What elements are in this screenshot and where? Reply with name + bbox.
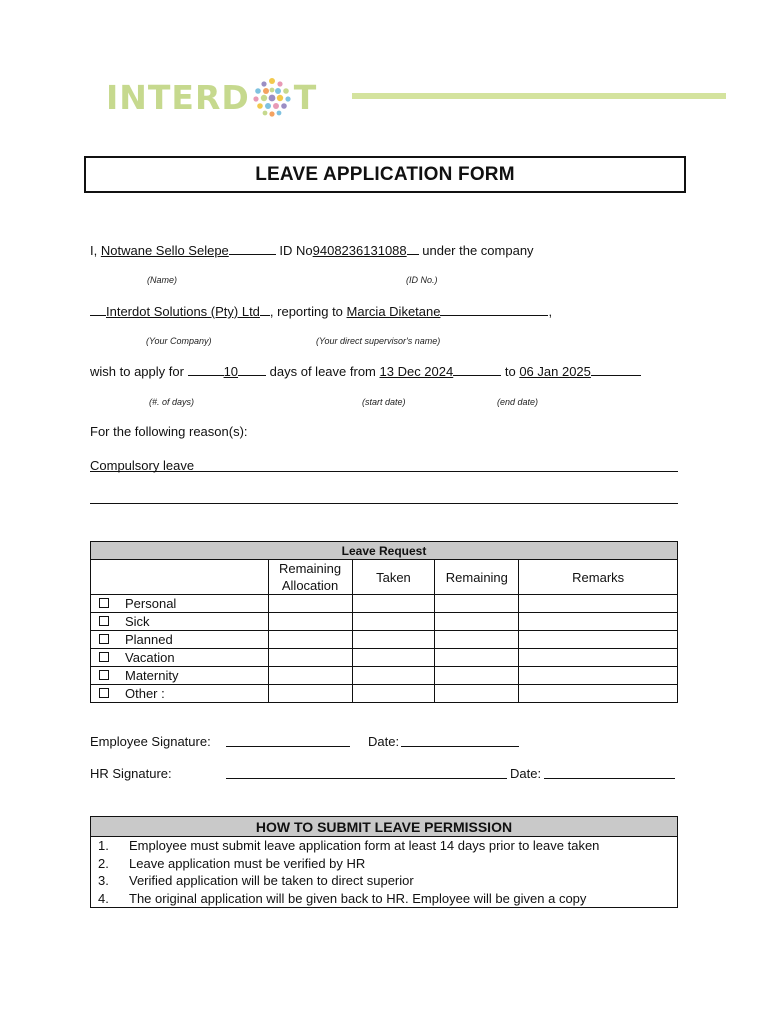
leave-type-cell (91, 595, 269, 613)
line1-prefix: I, (90, 243, 98, 258)
step-text: The original application will be given back to HR. Employee will be given a copy (129, 890, 587, 906)
reason-label: For the following reason(s): (90, 424, 248, 439)
cell-remaining-allocation[interactable] (268, 613, 352, 631)
step-number: 3. (98, 873, 109, 888)
list-item (91, 837, 677, 855)
step-number: 2. (98, 855, 109, 871)
cell-remaining[interactable] (435, 649, 519, 667)
cell-remaining[interactable] (435, 613, 519, 631)
employee-signature-label: Employee Signature: (90, 734, 211, 749)
supervisor-blank (440, 303, 548, 316)
step-text: Verified application will be taken to direct superior (129, 873, 414, 888)
cell-remarks[interactable] (519, 667, 678, 685)
employee-date-field[interactable] (401, 746, 519, 747)
cell-taken[interactable] (352, 595, 435, 613)
leave-duration-line (90, 363, 641, 379)
end-date-blank (591, 363, 641, 376)
list-item (91, 855, 677, 873)
hint-id: (ID No.) (406, 275, 438, 285)
line3-prefix: wish to apply for (90, 364, 184, 379)
remarks-header: Remarks (519, 560, 678, 595)
reporting-label: , reporting to (269, 304, 343, 319)
leave-type-header (91, 560, 269, 595)
hint-name: (Name) (147, 275, 178, 285)
end-date-field[interactable]: 06 Jan 2025 (519, 364, 591, 379)
list-item (91, 872, 677, 890)
submit-instructions-table (90, 816, 678, 908)
leave-type-cell (91, 667, 269, 685)
table-row (91, 631, 678, 649)
hr-date-label: Date: (510, 766, 542, 781)
table-row (91, 649, 678, 667)
form-title: LEAVE APPLICATION FORM (255, 163, 515, 185)
cell-remarks[interactable] (519, 631, 678, 649)
logo-text-right: T (293, 77, 318, 117)
cell-remaining-allocation[interactable] (268, 631, 352, 649)
company-blank-right (260, 303, 270, 316)
applicant-line (90, 242, 534, 258)
days-field[interactable]: 10 (223, 364, 239, 379)
cell-remaining[interactable] (435, 667, 519, 685)
hint-supervisor: (Your direct supervisor's name) (316, 336, 441, 346)
step-text: Leave application must be verified by HR (129, 855, 366, 871)
hint-end-date: (end date) (497, 397, 539, 407)
cell-remaining-allocation[interactable] (268, 595, 352, 613)
name-blank (229, 242, 276, 255)
remaining-allocation-header-line2: Allocation (281, 578, 339, 593)
leave-type-label: Planned (125, 632, 173, 647)
leave-type-cell (91, 685, 269, 703)
taken-header: Taken (352, 560, 435, 595)
checkbox-other[interactable] (99, 688, 109, 698)
reason-extra-line[interactable] (90, 503, 678, 504)
cell-taken[interactable] (352, 667, 435, 685)
applicant-name-field[interactable]: Notwane Sello Selepe (100, 243, 229, 258)
header-divider-line (352, 93, 726, 99)
id-label: ID No (279, 243, 313, 258)
hint-company: (Your Company) (146, 336, 212, 346)
hr-date-field[interactable] (544, 778, 675, 779)
hint-days: (#. of days) (149, 397, 195, 407)
company-blank-left (90, 303, 106, 316)
cell-taken[interactable] (352, 613, 435, 631)
reason-field[interactable] (90, 457, 678, 472)
logo-text-left: INTERD (106, 77, 250, 117)
days-blank-left (188, 363, 224, 376)
cell-remarks[interactable] (519, 649, 678, 667)
table-row (91, 667, 678, 685)
table-row (91, 613, 678, 631)
checkbox-sick[interactable] (99, 616, 109, 626)
company-logo (106, 68, 317, 126)
line2-comma: , (548, 304, 553, 319)
checkbox-personal[interactable] (99, 598, 109, 608)
cell-remarks[interactable] (519, 595, 678, 613)
cell-remaining[interactable] (435, 631, 519, 649)
dotted-globe-icon (251, 76, 293, 118)
submit-steps (91, 837, 678, 908)
id-number-field[interactable]: 9408236131088 (312, 243, 407, 258)
table-row (91, 595, 678, 613)
start-date-blank (453, 363, 501, 376)
hint-start-date: (start date) (362, 397, 406, 407)
cell-remarks[interactable] (519, 685, 678, 703)
table-row (91, 685, 678, 703)
days-blank-right (238, 363, 266, 376)
list-item (91, 890, 677, 908)
leave-table-title: Leave Request (91, 542, 678, 560)
leave-type-label: Vacation (125, 650, 175, 665)
cell-remaining-allocation[interactable] (268, 667, 352, 685)
id-blank (407, 242, 419, 255)
leave-type-label: Personal (125, 596, 177, 611)
remaining-allocation-header-line1: Remaining (278, 561, 342, 576)
supervisor-field[interactable]: Marcia Diketane (346, 304, 441, 319)
company-field[interactable]: Interdot Solutions (Pty) Ltd (106, 304, 260, 319)
days-label: days of leave from (269, 364, 376, 379)
cell-taken[interactable] (352, 649, 435, 667)
submit-instructions-title: HOW TO SUBMIT LEAVE PERMISSION (91, 817, 678, 837)
cell-taken[interactable] (352, 685, 435, 703)
checkbox-maternity[interactable] (99, 670, 109, 680)
leave-type-label: Other : (125, 686, 165, 701)
step-number: 1. (98, 838, 109, 853)
employee-date-label: Date: (368, 734, 400, 749)
reason-text: Compulsory leave (90, 458, 195, 473)
company-line (90, 303, 552, 319)
leave-type-cell (91, 649, 269, 667)
cell-remarks[interactable] (519, 613, 678, 631)
leave-type-cell (91, 613, 269, 631)
leave-type-cell (91, 631, 269, 649)
step-number: 4. (98, 890, 109, 906)
cell-remaining[interactable] (435, 595, 519, 613)
leave-request-table (90, 541, 678, 703)
remaining-header: Remaining (435, 560, 519, 595)
remaining-allocation-header (268, 560, 352, 595)
checkbox-vacation[interactable] (99, 652, 109, 662)
leave-type-label: Maternity (125, 668, 179, 683)
employee-signature-field[interactable] (226, 746, 350, 747)
cell-taken[interactable] (352, 631, 435, 649)
line1-suffix: under the company (422, 243, 534, 258)
hr-signature-label: HR Signature: (90, 766, 172, 781)
step-text: Employee must submit leave application form at least 14 days prior to leave taken (129, 838, 600, 853)
cell-remaining-allocation[interactable] (268, 649, 352, 667)
start-date-field[interactable]: 13 Dec 2024 (379, 364, 454, 379)
form-title-box (84, 156, 686, 193)
hr-signature-field[interactable] (226, 778, 507, 779)
to-label: to (504, 364, 516, 379)
leave-type-label: Sick (125, 614, 150, 629)
cell-remaining[interactable] (435, 685, 519, 703)
cell-remaining-allocation[interactable] (268, 685, 352, 703)
checkbox-planned[interactable] (99, 634, 109, 644)
